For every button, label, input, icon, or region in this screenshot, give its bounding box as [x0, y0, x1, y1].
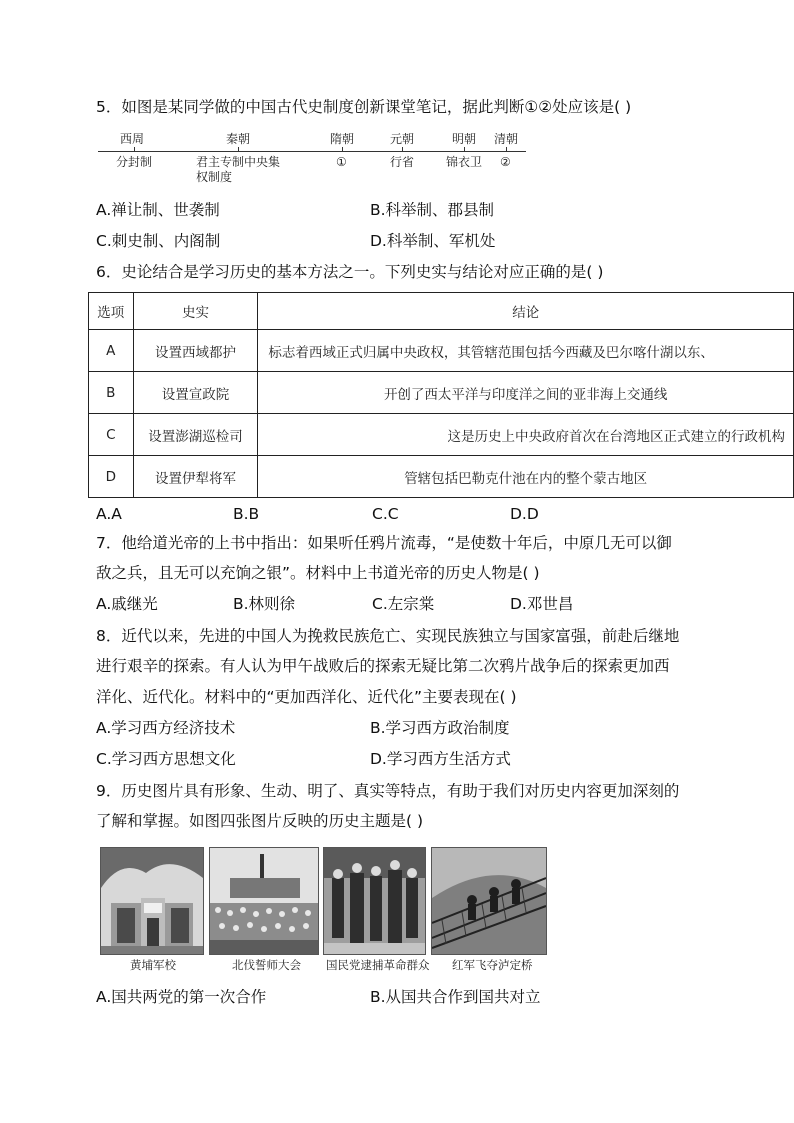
table-row — [89, 372, 794, 414]
table-cell: A — [89, 330, 134, 372]
timeline-system: 权制度 — [196, 170, 233, 184]
table-header: 史实 — [133, 293, 258, 330]
timeline-system: 行省 — [390, 155, 415, 169]
timeline-period: 清朝 — [494, 132, 519, 146]
timeline-period: 秦朝 — [226, 132, 251, 146]
table-cell: 管辖包括巴勒克什池在内的整个蒙古地区 — [258, 456, 794, 498]
timeline-tick — [402, 147, 403, 152]
table-header-row — [89, 293, 794, 330]
q9-stem-line: 9．历史图片具有形象、生动、明了、真实等特点，有助于我们对历史内容更加深刻的 — [96, 782, 680, 800]
option-b[interactable]: B.科举制、郡县制 — [370, 201, 495, 219]
photo-kmt-arrests — [323, 847, 426, 955]
table-row — [89, 330, 794, 372]
q5-stem: 5．如图是某同学做的中国古代史制度创新课堂笔记，据此判断①②处应该是( ) — [96, 98, 632, 116]
timeline-system: ① — [336, 155, 347, 169]
option-b[interactable]: B.学习西方政治制度 — [370, 719, 510, 737]
option-a[interactable]: A.戚继光 — [96, 595, 158, 613]
table-cell: 设置伊犁将军 — [133, 456, 258, 498]
table-row — [89, 456, 794, 498]
timeline-period: 隋朝 — [330, 132, 355, 146]
table-cell: 设置澎湖巡检司 — [133, 414, 258, 456]
photo-caption: 北伐誓师大会 — [232, 958, 301, 972]
photo-caption: 红军飞夺泸定桥 — [452, 958, 533, 972]
table-cell: C — [89, 414, 134, 456]
table-cell: 标志着西域正式归属中央政权，其管辖范围包括今西藏及巴尔喀什湖以东、 — [258, 330, 794, 372]
table-cell: 这是历史上中央政府首次在台湾地区正式建立的行政机构 — [258, 414, 794, 456]
photo-northern-expedition-rally — [209, 847, 319, 955]
timeline-axis — [98, 151, 526, 152]
option-a[interactable]: A.国共两党的第一次合作 — [96, 988, 267, 1006]
option-c[interactable]: C.C — [372, 505, 399, 523]
q7-stem-line: 7．他给道光帝的上书中指出：如果听任鸦片流毒，“是使数十年后，中原几无可以御 — [96, 534, 672, 552]
photo-whampoa-academy — [100, 847, 204, 955]
timeline-tick — [464, 147, 465, 152]
option-b[interactable]: B.B — [233, 505, 260, 523]
timeline-period: 明朝 — [452, 132, 477, 146]
q6-table — [88, 292, 794, 498]
timeline-system: ② — [500, 155, 511, 169]
timeline-system: 锦衣卫 — [446, 155, 483, 169]
q6-stem: 6．史论结合是学习历史的基本方法之一。下列史实与结论对应正确的是( ) — [96, 263, 604, 281]
photo-luding-bridge — [431, 847, 547, 955]
q8-stem-line: 8．近代以来，先进的中国人为挽救民族危亡、实现民族独立与国家富强，前赴后继地 — [96, 627, 680, 645]
timeline-tick — [134, 147, 135, 152]
timeline-tick — [238, 147, 239, 152]
option-d[interactable]: D.邓世昌 — [510, 595, 574, 613]
table-cell: 开创了西太平洋与印度洋之间的亚非海上交通线 — [258, 372, 794, 414]
q7-stem-line: 敌之兵，且无可以充饷之银”。材料中上书道光帝的历史人物是( ) — [96, 564, 540, 582]
timeline-tick — [506, 147, 507, 152]
option-d[interactable]: D.D — [510, 505, 539, 523]
photo-caption: 国民党逮捕革命群众 — [326, 958, 430, 972]
table-cell: D — [89, 456, 134, 498]
timeline-period: 西周 — [120, 132, 145, 146]
timeline-period: 元朝 — [390, 132, 415, 146]
option-a[interactable]: A.A — [96, 505, 122, 523]
table-row — [89, 414, 794, 456]
timeline-system: 君主专制中央集 — [196, 155, 281, 169]
table-header: 选项 — [89, 293, 134, 330]
q9-stem-line: 了解和掌握。如图四张图片反映的历史主题是( ) — [96, 812, 424, 830]
option-c[interactable]: C.左宗棠 — [372, 595, 435, 613]
option-d[interactable]: D.科举制、军机处 — [370, 232, 496, 250]
timeline-tick — [342, 147, 343, 152]
table-header: 结论 — [258, 293, 794, 330]
option-b[interactable]: B.林则徐 — [233, 595, 296, 613]
timeline-system: 分封制 — [116, 155, 153, 169]
option-d[interactable]: D.学习西方生活方式 — [370, 750, 511, 768]
photo-caption: 黄埔军校 — [130, 958, 176, 972]
table-cell: 设置西域都护 — [133, 330, 258, 372]
option-c[interactable]: C.刺史制、内阁制 — [96, 232, 221, 250]
table-cell: B — [89, 372, 134, 414]
q8-stem-line: 洋化、近代化。材料中的“更加西洋化、近代化”主要表现在( ) — [96, 688, 517, 706]
q8-stem-line: 进行艰辛的探索。有人认为甲午战败后的探索无疑比第二次鸦片战争后的探索更加西 — [96, 657, 670, 675]
table-cell: 设置宣政院 — [133, 372, 258, 414]
option-c[interactable]: C.学习西方思想文化 — [96, 750, 236, 768]
option-b[interactable]: B.从国共合作到国共对立 — [370, 988, 541, 1006]
option-a[interactable]: A.学习西方经济技术 — [96, 719, 236, 737]
option-a[interactable]: A.禅让制、世袭制 — [96, 201, 220, 219]
